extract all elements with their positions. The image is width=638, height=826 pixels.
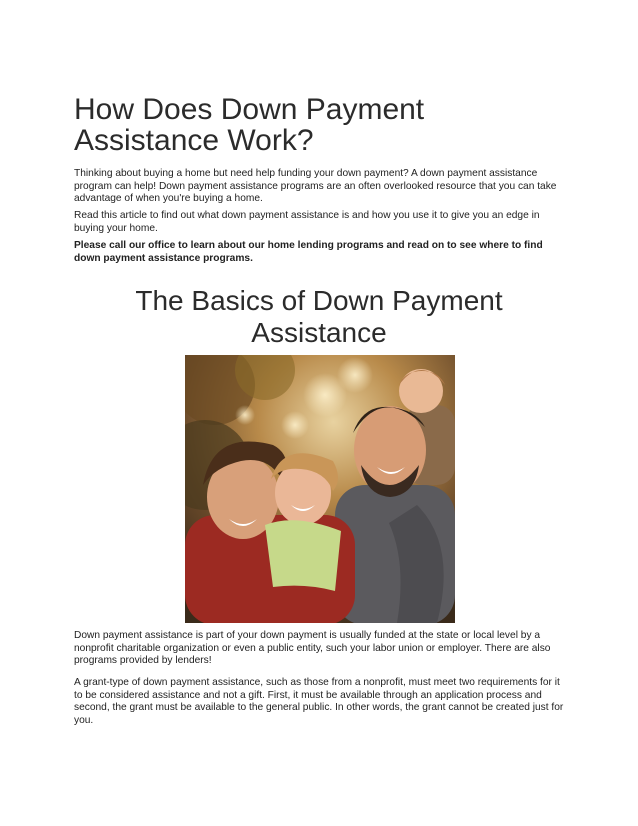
section-heading: The Basics of Down Payment Assistance <box>135 285 503 348</box>
intro-paragraph-2: Read this article to find out what down payment assistance is and how you use it to give you an edge in buying your home. <box>74 210 540 234</box>
call-to-action-paragraph: Please call our office to learn about our home lending programs and read on to see where to find down payment assistance programs. <box>74 240 543 264</box>
family-photo <box>185 355 455 623</box>
body-paragraph-1: Down payment assistance is part of your down payment is usually funded at the state or local level by a nonprofit charitable organization or even a public entity, such your labor union or employer. There are also programs provided by lenders! <box>74 630 551 667</box>
intro-paragraph-1: Thinking about buying a home but need help funding your down payment? A down payment assistance program can help! Down payment assistance programs are an often overlooked resource that you can take advantage of when you're buying a home. <box>74 168 557 205</box>
page-title: How Does Down Payment Assistance Work? <box>74 93 425 157</box>
body-paragraph-2: A grant-type of down payment assistance, such as those from a nonprofit, must meet two requirements for it to be considered assistance and not a gift. First, it must be available through an application process and second, the grant must be available to the general public. In other words, the grant cannot be created just for you. <box>74 677 564 726</box>
